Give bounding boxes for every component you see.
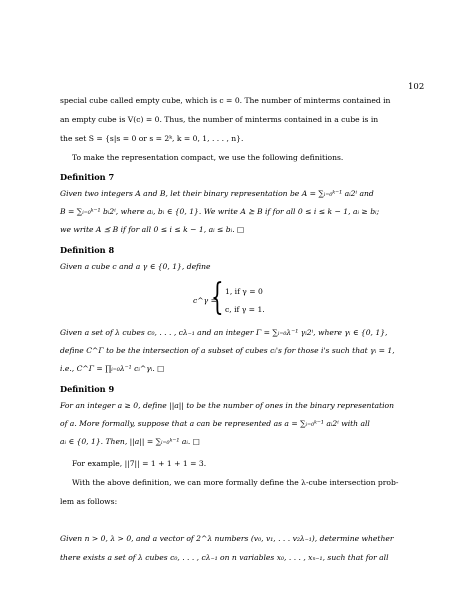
definition-text: Given a set of λ cubes c₀, . . . , cλ₋₁ and an integer Γ = ∑ᵢ₌₀λ⁻¹ γᵢ2ⁱ, where γᵢ ∈ {0, 1},: [60, 328, 388, 337]
definition-text: we write A ⪯ B if for all 0 ≤ i ≤ k − 1, aᵢ ≤ bᵢ. □: [60, 225, 245, 234]
definition-text: Given two integers A and B, let their binary representation be A = ∑ᵢ₌₀ᵏ⁻¹ aᵢ2ⁱ and: [60, 189, 374, 198]
definition-text: of a. More formally, suppose that a can be represented as a = ∑ᵢ₌₀ᵏ⁻¹ aᵢ2ⁱ with all: [60, 419, 370, 428]
definition-text: B = ∑ᵢ₌₀ᵏ⁻¹ bᵢ2ⁱ, where aᵢ, bᵢ ∈ {0, 1}. We write A ⪰ B if for all 0 ≤ i ≤ k − 1, aᵢ ≥ bᵢ;: [60, 207, 380, 216]
text-line: To make the representation compact, we use the following definitions.: [72, 153, 344, 162]
text-line: With the above definition, we can more formally define the λ-cube intersection prob-: [72, 478, 399, 487]
text-line: For example, ||7|| = 1 + 1 + 1 = 3.: [72, 459, 207, 468]
text-line: lem as follows:: [60, 497, 118, 506]
definition-text: For an integer a ≥ 0, define ||a|| to be the number of ones in the binary representation: [60, 401, 394, 410]
definition-text: i.e., C^Γ = ∏ᵢ₌₀λ⁻¹ cᵢ^γᵢ. □: [60, 364, 165, 373]
text-line: an empty cube is V(c) = 0. Thus, the number of minterms contained in a cube is in: [60, 115, 379, 124]
piecewise-equation: [193, 277, 313, 318]
definition-text: define C^Γ to be the intersection of a subset of cubes cᵢ's for those i's such that γᵢ = 1,: [60, 346, 395, 355]
page-number: 102: [408, 82, 425, 92]
problem-text: Given n > 0, λ > 0, and a vector of 2^λ numbers (v₀, v₁, . . . v₂λ₋₁), determine whether: [60, 534, 394, 543]
equation-lhs: c^γ =: [193, 296, 217, 305]
brace-symbol: {: [211, 277, 224, 318]
definition-heading: Definition 8: [60, 245, 115, 255]
definition-heading: Definition 9: [60, 384, 115, 394]
equation-case: c, if γ = 1.: [225, 305, 265, 314]
equation-case: 1, if γ = 0: [225, 287, 263, 296]
definition-heading: Definition 7: [60, 172, 115, 182]
definition-text: Given a cube c and a γ ∈ {0, 1}, define: [60, 262, 211, 271]
text-line: special cube called empty cube, which is c = 0. The number of minterms contained in: [60, 96, 391, 105]
problem-text: there exists a set of λ cubes c₀, . . . , cλ₋₁ on n variables x₀, . . . , xₙ₋₁, such that for all: [60, 553, 389, 562]
text-line: the set S = {s|s = 0 or s = 2ᵏ, k = 0, 1, . . . , n}.: [60, 134, 244, 143]
definition-text: aᵢ ∈ {0, 1}. Then, ||a|| = ∑ᵢ₌₀ᵏ⁻¹ aᵢ. □: [60, 437, 200, 446]
